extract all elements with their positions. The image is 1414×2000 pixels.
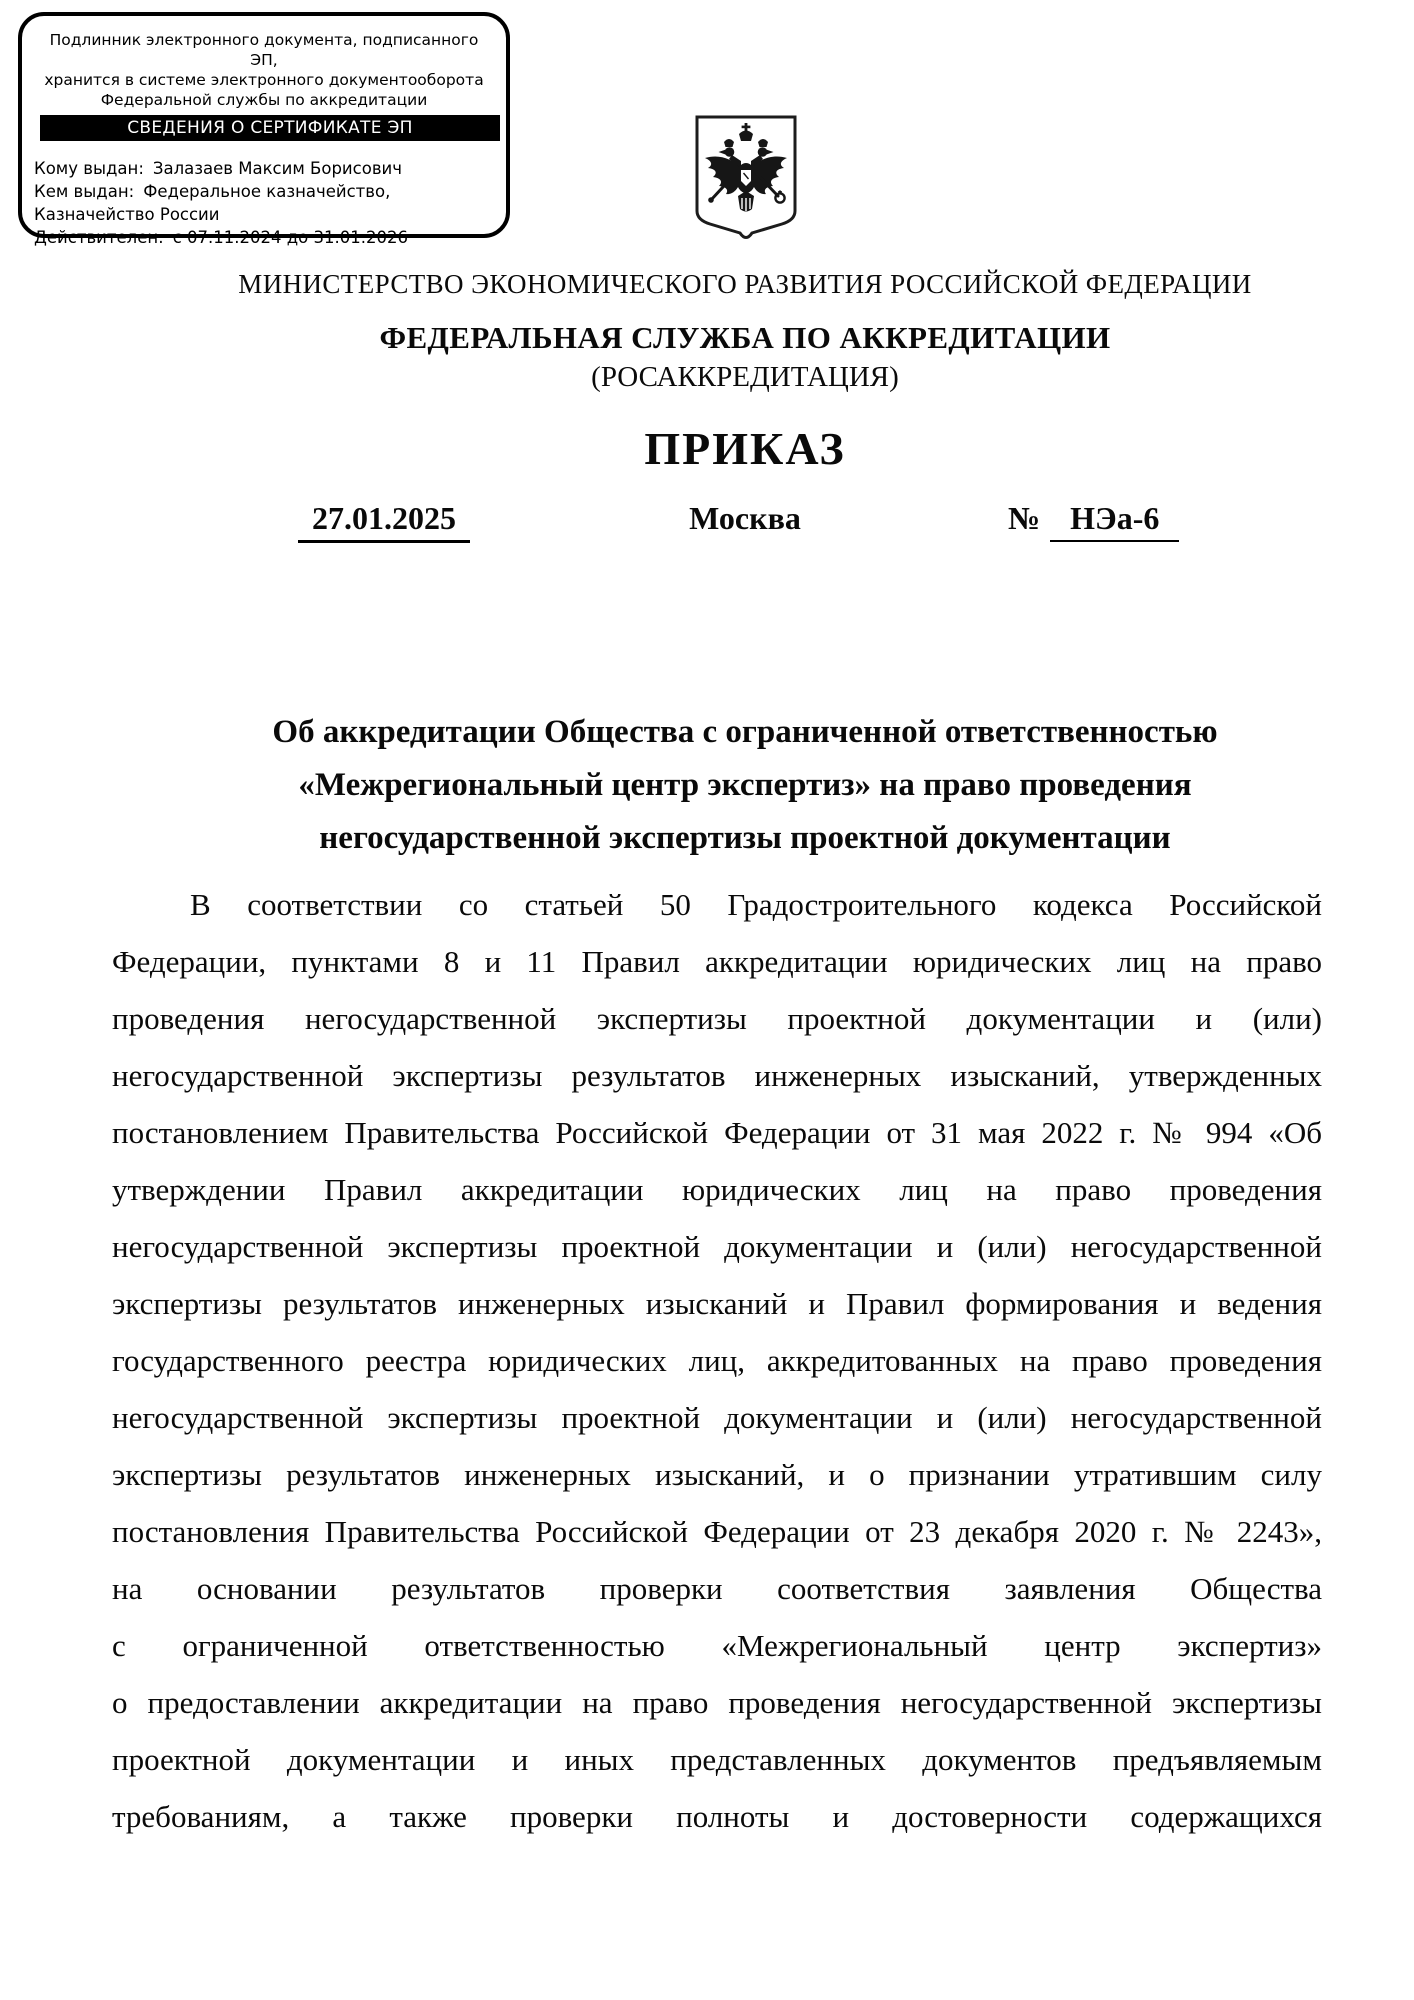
order-title-line: негосударственной экспертизы проектной документации xyxy=(319,820,1171,856)
service-name: ФЕДЕРАЛЬНАЯ СЛУЖБА ПО АККРЕДИТАЦИИ xyxy=(379,320,1111,355)
body-line: проектной документации и иных представленных документов предъявляемым xyxy=(112,1742,1322,1777)
body-line: негосударственной экспертизы проектной документации и (или) негосударственной xyxy=(112,1400,1322,1435)
certificate-field xyxy=(34,226,502,249)
document-date: 27.01.2025 xyxy=(298,500,470,543)
body-line: проведения негосударственной экспертизы проектной документации и (или) xyxy=(112,1001,1322,1036)
e-signature-stamp xyxy=(18,12,510,247)
certificate-field xyxy=(34,157,502,180)
ministry-name: МИНИСТЕРСТВО ЭКОНОМИЧЕСКОГО РАЗВИТИЯ РОССИЙСКОЙ ФЕДЕРАЦИИ xyxy=(238,269,1252,299)
order-title-line: Об аккредитации Общества с ограниченной ответственностью xyxy=(272,714,1218,750)
document-number: НЭа-6 xyxy=(1050,500,1179,542)
body-line: на основании результатов проверки соответствия заявления Общества xyxy=(112,1571,1322,1606)
order-title-line: «Межрегиональный центр экспертиз» на право проведения xyxy=(298,767,1192,803)
body-line: негосударственной экспертизы проектной документации и (или) негосударственной xyxy=(112,1229,1322,1264)
order-title xyxy=(140,706,1350,865)
body-line: утверждении Правил аккредитации юридических лиц на право проведения xyxy=(112,1172,1322,1207)
field-label: Кем выдан: xyxy=(34,182,135,201)
number-sign: № xyxy=(1008,500,1041,536)
stamp-header-line: Подлинник электронного документа, подписанного ЭП, xyxy=(49,31,479,69)
certificate-field xyxy=(34,180,502,226)
order-body xyxy=(112,876,1322,1845)
stamp-header-line: хранится в системе электронного документооборота xyxy=(44,71,484,89)
body-line: экспертизы результатов инженерных изысканий, и о признании утратившим силу xyxy=(112,1457,1322,1492)
document-city: Москва xyxy=(689,500,801,536)
certificate-info-bar: СВЕДЕНИЯ О СЕРТИФИКАТЕ ЭП xyxy=(40,115,500,141)
stamp-header-line: Федеральной службы по аккредитации xyxy=(100,91,428,109)
body-line: Федерации, пунктами 8 и 11 Правил аккредитации юридических лиц на право xyxy=(112,944,1322,979)
field-value: Залазаев Максим Борисович xyxy=(152,159,403,178)
field-label: Действителен: xyxy=(34,228,164,247)
coat-of-arms-icon xyxy=(688,112,804,248)
body-line: о предоставлении аккредитации на право проведения негосударственной экспертизы xyxy=(112,1685,1322,1720)
certificate-fields xyxy=(34,157,502,249)
body-line: государственного реестра юридических лиц, аккредитованных на право проведения xyxy=(112,1343,1322,1378)
body-line: требованиям, а также проверки полноты и достоверности содержащихся xyxy=(112,1799,1322,1834)
document-type: ПРИКАЗ xyxy=(644,423,846,474)
stamp-header xyxy=(34,30,494,110)
body-line: В соответствии со статьей 50 Градостроительного кодекса Российской xyxy=(190,887,1322,922)
body-line: с ограниченной ответственностью «Межрегиональный центр экспертиз» xyxy=(112,1628,1322,1663)
field-label: Кому выдан: xyxy=(34,159,144,178)
body-line: постановления Правительства Российской Федерации от 23 декабря 2020 г. № 2243», xyxy=(112,1514,1322,1549)
date-city-number-row xyxy=(140,500,1350,544)
body-line: экспертизы результатов инженерных изысканий и Правил формирования и ведения xyxy=(112,1286,1322,1321)
document-number-group xyxy=(1008,500,1179,542)
field-value: Федеральное казначейство, Казначейство России xyxy=(34,182,391,224)
service-short-name: (РОСАККРЕДИТАЦИЯ) xyxy=(591,361,899,393)
body-line: негосударственной экспертизы результатов инженерных изысканий, утвержденных xyxy=(112,1058,1322,1093)
body-line: постановлением Правительства Российской Федерации от 31 мая 2022 г. № 994 «Об xyxy=(112,1115,1322,1150)
field-value: с 07.11.2024 до 31.01.2026 xyxy=(172,228,408,247)
